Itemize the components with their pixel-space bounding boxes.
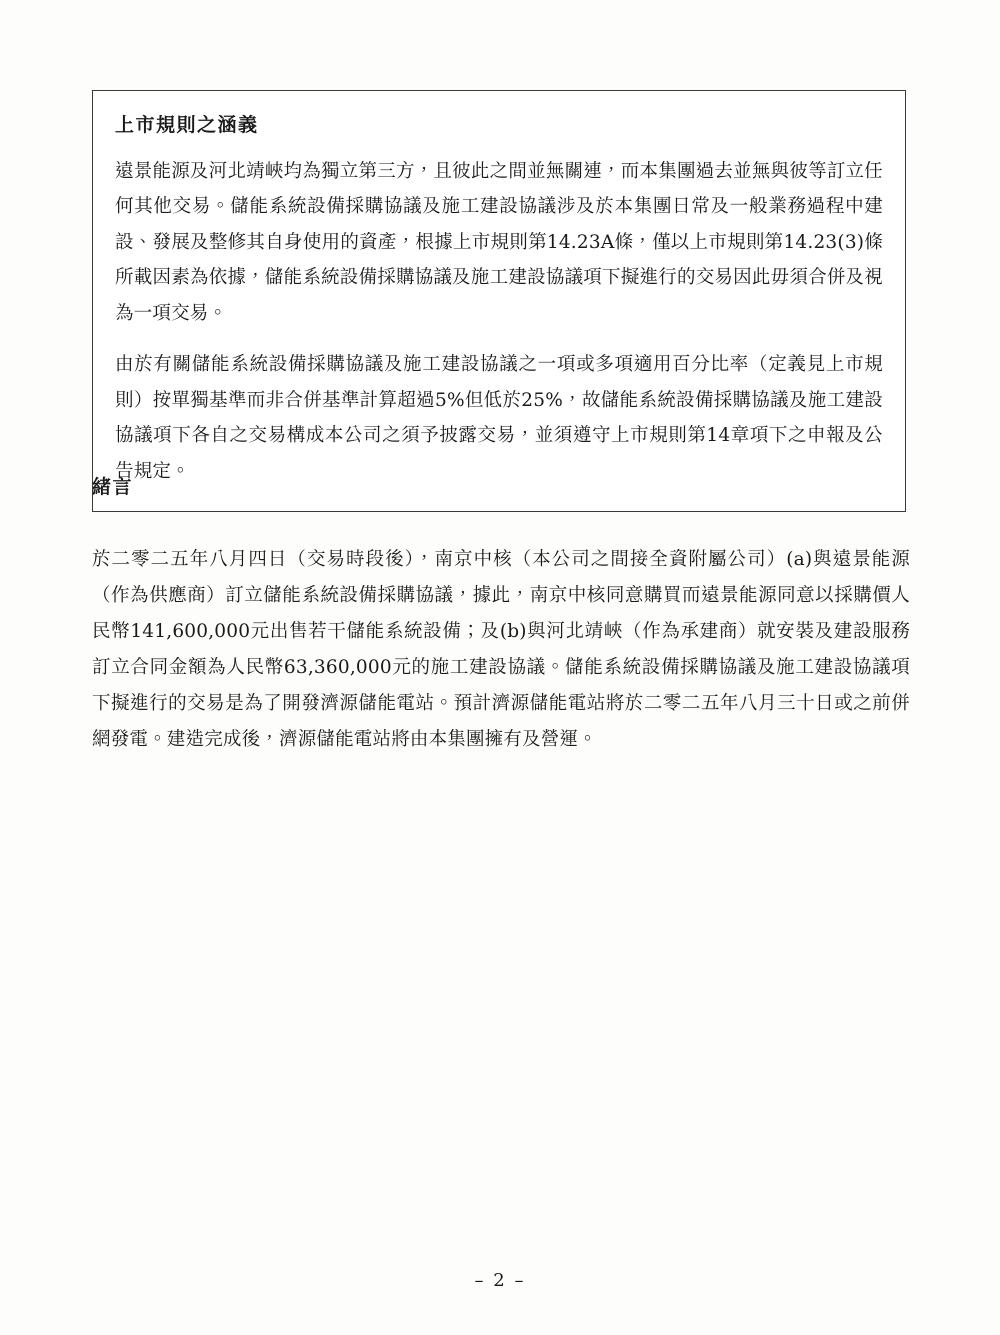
page-number: – 2 – xyxy=(474,1270,526,1291)
box-paragraph-2: 由於有關儲能系統設備採購協議及施工建設協議之一項或多項適用百分比率（定義見上市規則）按單獨基準而非合併基準計算超過5%但低於25%，故儲能系統設備採購協議及施工建設協議項下各自之交易構成本公司之須予披露交易，並須遵守上市規則第14章項下之申報及公告規定。 xyxy=(115,354,883,482)
box-title: 上市規則之涵義 xyxy=(115,114,259,136)
box-paragraph-1: 遠景能源及河北靖峽均為獨立第三方，且彼此之間並無關連，而本集團過去並無與彼等訂立任何其他交易。儲能系統設備採購協議及施工建設協議涉及於本集團日常及一般業務過程中建設、發展及整修其自身使用的資產，根據上市規則第14.23A條，僅以上市規則第14.23(3)條所載因素為依據，儲能系統設備採購協議及施工建設協議項下擬進行的交易因此毋須合併及視為一項交易。 xyxy=(115,160,883,324)
listing-rules-implication-box xyxy=(92,90,906,512)
section-heading-introduction: 緒言 xyxy=(92,476,134,498)
introduction-body xyxy=(92,542,910,758)
introduction-paragraph: 於二零二五年八月四日（交易時段後），南京中核（本公司之間接全資附屬公司）(a)與遠景能源（作為供應商）訂立儲能系統設備採購協議，據此，南京中核同意購買而遠景能源同意以採購價人民幣141,600,000元出售若干儲能系統設備；及(b)與河北靖峽（作為承建商）就安裝及建設服務訂立合同金額為人民幣63,360,000元的施工建設協議。儲能系統設備採購協議及施工建設協議項下擬進行的交易是為了開發濟源儲能電站。預計濟源儲能電站將於二零二五年八月三十日或之前併網發電。建造完成後，濟源儲能電站將由本集團擁有及營運。 xyxy=(92,549,910,751)
